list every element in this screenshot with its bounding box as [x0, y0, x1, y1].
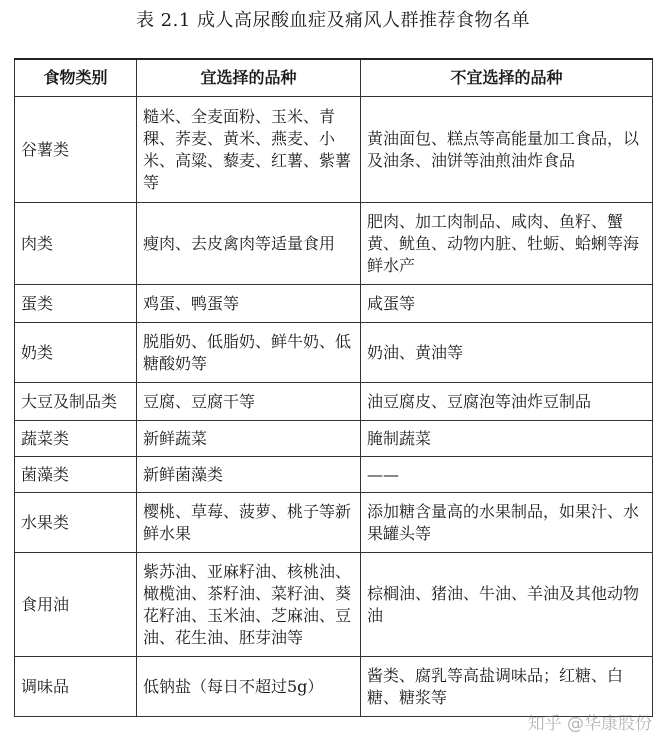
- table-row: [15, 657, 653, 717]
- not-recommended-cell: 酱类、腐乳等高盐调味品；红糖、白糖、糖浆等: [361, 657, 653, 717]
- table-row: [15, 323, 653, 383]
- header-recommended: 宜选择的品种: [137, 59, 361, 97]
- not-recommended-cell: 黄油面包、糕点等高能量加工食品，以及油条、油饼等油煎油炸食品: [361, 97, 653, 203]
- category-cell: 奶类: [15, 323, 137, 383]
- watermark: 知乎 @华康股份: [527, 714, 652, 734]
- not-recommended-cell: 肥肉、加工肉制品、咸肉、鱼籽、蟹黄、鱿鱼、动物内脏、牡蛎、蛤蜊等海鲜水产: [361, 203, 653, 285]
- recommended-cell: 瘦肉、去皮禽肉等适量食用: [137, 203, 361, 285]
- table-caption: 表 2.1 成人高尿酸血症及痛风人群推荐食物名单: [135, 10, 531, 31]
- category-cell: 调味品: [15, 657, 137, 717]
- not-recommended-cell: 奶油、黄油等: [361, 323, 653, 383]
- recommended-cell: 糙米、全麦面粉、玉米、青稞、荞麦、黄米、燕麦、小米、高粱、藜麦、红薯、紫薯等: [137, 97, 361, 203]
- recommended-cell: 紫苏油、亚麻籽油、核桃油、橄榄油、茶籽油、菜籽油、葵花籽油、玉米油、芝麻油、豆油、花生油、胚芽油等: [137, 553, 361, 657]
- food-recommendation-table: [14, 58, 653, 717]
- category-cell: 菌藻类: [15, 457, 137, 493]
- table-row: [15, 203, 653, 285]
- recommended-cell: 樱桃、草莓、菠萝、桃子等新鲜水果: [137, 493, 361, 553]
- header-category: 食物类别: [15, 59, 137, 97]
- table-row: [15, 285, 653, 323]
- not-recommended-cell: 油豆腐皮、豆腐泡等油炸豆制品: [361, 383, 653, 421]
- recommended-cell: 低钠盐（每日不超过5g）: [137, 657, 361, 717]
- category-cell: 水果类: [15, 493, 137, 553]
- category-cell: 蛋类: [15, 285, 137, 323]
- not-recommended-cell: 咸蛋等: [361, 285, 653, 323]
- category-cell: 蔬菜类: [15, 421, 137, 457]
- table-row: [15, 553, 653, 657]
- category-cell: 大豆及制品类: [15, 383, 137, 421]
- category-cell: 谷薯类: [15, 97, 137, 203]
- recommended-cell: 豆腐、豆腐干等: [137, 383, 361, 421]
- recommended-cell: 鸡蛋、鸭蛋等: [137, 285, 361, 323]
- table-row: [15, 457, 653, 493]
- recommended-cell: 脱脂奶、低脂奶、鲜牛奶、低糖酸奶等: [137, 323, 361, 383]
- category-cell: 食用油: [15, 553, 137, 657]
- category-cell: 肉类: [15, 203, 137, 285]
- header-not-recommended: 不宜选择的品种: [361, 59, 653, 97]
- table-row: [15, 493, 653, 553]
- table-header-row: [15, 59, 653, 97]
- recommended-cell: 新鲜蔬菜: [137, 421, 361, 457]
- not-recommended-cell: ——: [361, 457, 653, 493]
- table-row: [15, 421, 653, 457]
- not-recommended-cell: 添加糖含量高的水果制品，如果汁、水果罐头等: [361, 493, 653, 553]
- table-row: [15, 383, 653, 421]
- recommended-cell: 新鲜菌藻类: [137, 457, 361, 493]
- not-recommended-cell: 棕榈油、猪油、牛油、羊油及其他动物油: [361, 553, 653, 657]
- not-recommended-cell: 腌制蔬菜: [361, 421, 653, 457]
- table-row: [15, 97, 653, 203]
